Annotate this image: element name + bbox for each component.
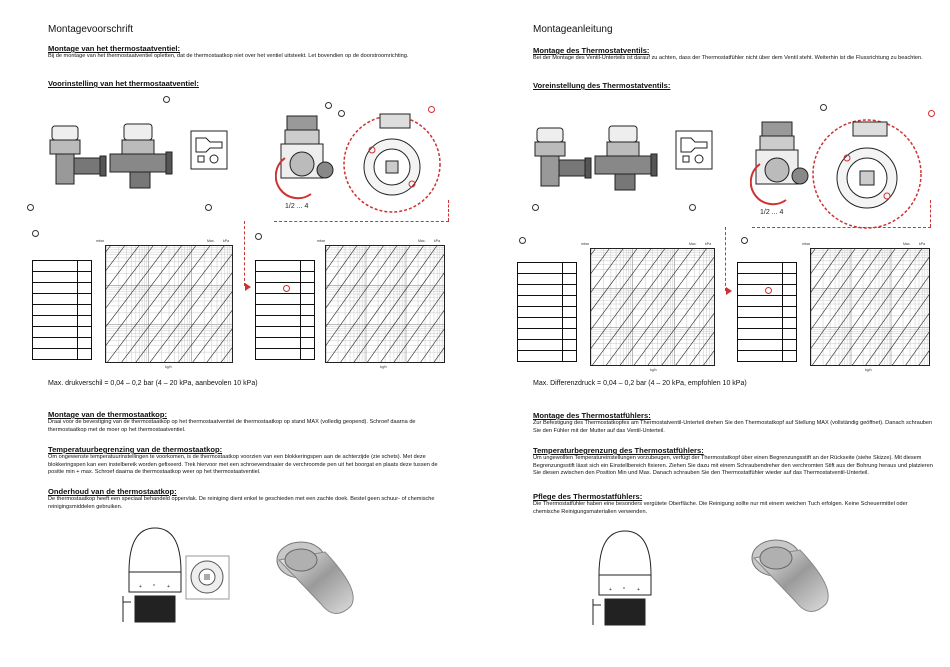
chart-axis-unit-left: mbar	[317, 239, 325, 243]
presetting-table	[517, 262, 577, 362]
dial-range-label: 1/2 ... 4	[285, 203, 309, 210]
section-text-maintenance: Die Thermostatfühler haben eine besonders vergütete Oberfläche. Die Reinigung sollte nur mit einem weichen Tuch erfolgen. Keine Scheuermittel oder chemische Reinigungsmaterialien verwenden.	[533, 501, 908, 515]
section-text-temperature-limit: Om ongewenste temperatuurinstellingen te voorkomen, is de thermostaatkop voorzien van een blokkeringspen aan de achterzijde (zie schets). Met deze blokkeringspen kan een instelbereik worden gefixeerd. Trek hiervoor met een schroevendraaier de verchroomde pen uit het boorgat en plaats deze tussen de positie min + max. Schroef daarna de thermostaatkop weer op het thermostaatventiel.	[48, 454, 438, 476]
arrow-right-icon	[726, 287, 732, 295]
presetting-table	[255, 260, 315, 360]
section-heading-maintenance: Pflege des Thermostatfühlers:	[533, 492, 643, 501]
chart-axis-unit-right: kPa	[434, 239, 441, 243]
section-heading-valve-mounting: Montage van het thermostaatventiel:	[48, 44, 181, 53]
callout-marker	[765, 287, 772, 294]
chart-axis-unit-x: kg/h	[165, 365, 172, 369]
svg-text:+: +	[609, 587, 612, 593]
callout-dashed-line	[244, 221, 245, 286]
limit-pin-rear-view	[185, 555, 230, 600]
callout-marker	[519, 237, 526, 244]
pressure-flow-chart	[810, 248, 930, 366]
callout-marker	[820, 104, 827, 111]
callout-marker	[32, 230, 39, 237]
section-heading-presetting: Voorinstelling van het thermostaatventiel:	[48, 79, 199, 88]
pressure-flow-chart	[590, 248, 715, 366]
callout-marker	[928, 110, 935, 117]
chart-axis-unit-left: mbar	[802, 242, 810, 246]
chart-axis-unit-x: kg/h	[865, 368, 872, 372]
section-heading-temperature-limit: Temperatuurbegrenzing van de thermostaatkop:	[48, 445, 223, 454]
callout-dashed-line	[752, 227, 931, 228]
chart-axis-unit-right: kPa	[705, 242, 712, 246]
section-text-maintenance: De thermostaatkop heeft een speciaal behandeld oppervlak. De reiniging dient enkel te geschieden met een zachte doek. Bestel geen schuur- of chemische reinigingsmiddelen gebruiken.	[48, 496, 435, 510]
svg-text:+: +	[139, 584, 142, 590]
callout-marker	[741, 237, 748, 244]
chart-axis-unit-right: kPa	[919, 242, 926, 246]
presetting-table	[737, 262, 797, 362]
callout-dashed-line	[725, 227, 726, 291]
chart-max-label: Max.	[689, 242, 697, 246]
page-dutch	[20, 0, 480, 667]
chart-axis-unit-x: kg/h	[650, 368, 657, 372]
valve-detail-magnifier	[342, 112, 442, 216]
wrench-key-icon	[190, 130, 228, 170]
callout-dashed-line	[274, 221, 449, 222]
svg-text:+: +	[637, 587, 640, 593]
chart-axis-unit-x: kg/h	[380, 365, 387, 369]
presetting-table	[32, 260, 92, 360]
thermostat-head-sketch	[115, 522, 195, 632]
valve-presetting-illustration	[275, 112, 345, 212]
callout-marker	[532, 204, 539, 211]
callout-marker	[205, 204, 212, 211]
callout-marker	[325, 102, 332, 109]
thermostat-head-photo	[740, 528, 840, 628]
callout-marker	[283, 285, 290, 292]
dial-range-label: 1/2 ... 4	[760, 209, 784, 216]
max-pressure-note: Max. drukverschil = 0,04 – 0,2 bar (4 – 20 kPa, aanbevolen 10 kPa)	[48, 380, 258, 387]
thermostat-head-sketch	[585, 525, 665, 635]
svg-text:*: *	[153, 584, 155, 590]
valve-bodies-illustration	[525, 120, 675, 200]
callout-marker	[27, 204, 34, 211]
valve-bodies-illustration	[40, 118, 190, 198]
chart-max-label: Max.	[418, 239, 426, 243]
callout-marker	[163, 96, 170, 103]
section-text-valve-mounting: Bij de montage van het thermostaatventiel opletten, dat de thermostaatkop niet over het ventiel uitsteekt. Let bovendien op de doorstroomrichting.	[48, 53, 409, 59]
wrench-key-icon	[675, 130, 713, 170]
section-text-temperature-limit: Um ungewollten Temperatureinstellungen vorzubeugen, verfügt der Thermostatkopf über einen Begrenzungsstift an der Rückseite (siehe Skizze). Mit diesem Begrenzungsstift lässt sich ein Einstellbereich fixieren. Ziehen Sie dazu mit einem Schraubendreher den verchromten Stift aus der Bohrung heraus und platzieren Sie diesen zwischen den Position Min und Max. Danach schrauben Sie den Thermostatfühler wieder auf das Thermostatventil-Unterteil.	[533, 455, 933, 477]
section-text-head-mounting: Zur Befestigung des Thermostatkopfes am Thermostatventil-Unterteil drehen Sie den Thermostatkopf auf Stellung MAX (vollständig geöffnet). Danach schrauben Sie den Fühler mit der Mutter auf das Ventil-Unterteil.	[533, 420, 933, 434]
page-title: Montagevoorschrift	[48, 24, 134, 35]
callout-dashed-line	[930, 200, 931, 227]
page-title: Montageanleitung	[533, 24, 613, 35]
pressure-flow-chart	[325, 245, 445, 363]
chart-axis-unit-left: mbar	[96, 239, 104, 243]
chart-axis-unit-left: mbar	[581, 242, 589, 246]
section-heading-valve-mounting: Montage des Thermostatventils:	[533, 46, 650, 55]
arrow-right-icon	[245, 283, 251, 291]
page-german	[505, 0, 950, 667]
callout-marker	[255, 233, 262, 240]
chart-max-label: Max.	[207, 239, 215, 243]
pressure-flow-chart	[105, 245, 233, 363]
chart-axis-unit-right: kPa	[223, 239, 230, 243]
section-heading-head-mounting: Montage des Thermostatfühlers:	[533, 411, 651, 420]
chart-max-label: Max.	[903, 242, 911, 246]
callout-marker	[689, 204, 696, 211]
thermostat-head-photo	[265, 530, 365, 630]
svg-text:+: +	[167, 584, 170, 590]
section-text-head-mounting: Draai voor de bevestiging van de thermostaatkop op het thermostaatventiel de thermostaatkop op stand MAX (volledig geopend). Schroef daarna de thermostaatkop met de moer op het thermostaatventiel.	[48, 419, 416, 433]
section-heading-head-mounting: Montage van de thermostaatkop:	[48, 410, 167, 419]
section-heading-maintenance: Onderhoud van de thermostaatkop:	[48, 487, 177, 496]
section-text-valve-mounting: Bei der Montage des Ventil-Unterteils ist darauf zu achten, dass der Thermostatfühler nicht über dem Ventil steht. Weiterhin ist die Flussrichtung zu beachten.	[533, 55, 923, 61]
svg-text:*: *	[623, 587, 625, 593]
max-pressure-note: Max. Differenzdruck = 0,04 – 0,2 bar (4 – 20 kPa, empfohlen 10 kPa)	[533, 380, 747, 387]
callout-dashed-line	[448, 200, 449, 221]
section-heading-temperature-limit: Temperaturbegrenzung des Thermostatfühlers:	[533, 446, 704, 455]
valve-detail-magnifier	[807, 116, 927, 234]
section-heading-presetting: Voreinstellung des Thermostatventils:	[533, 81, 671, 90]
